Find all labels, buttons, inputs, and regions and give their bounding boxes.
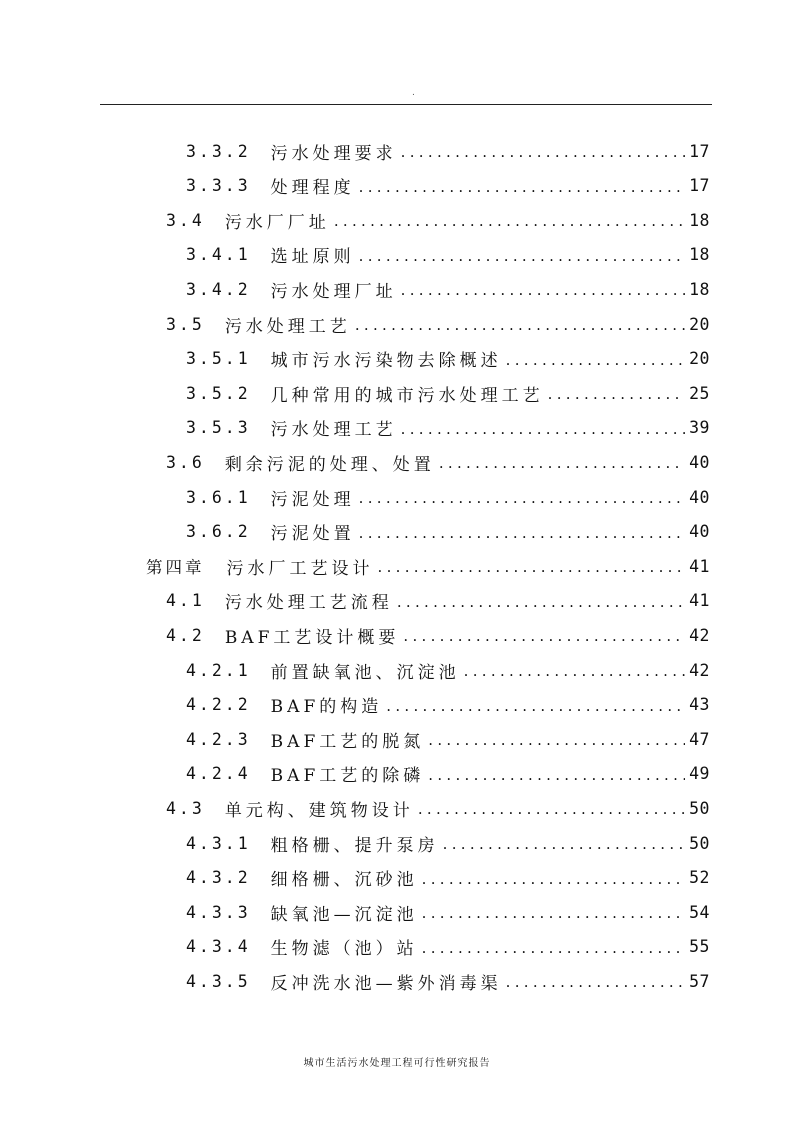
toc-entry-title: 反冲洗水池—紫外消毒渠	[270, 973, 502, 994]
toc-entry-page: 18	[689, 210, 710, 230]
toc-entry[interactable]	[186, 863, 710, 893]
toc-entry-page: 49	[689, 764, 710, 784]
toc-entry-page: 17	[689, 176, 710, 196]
toc-entry-title: 污水厂厂址	[224, 212, 330, 233]
toc-entry-title: 污水处理工艺流程	[224, 593, 393, 614]
toc-entry-number: 3.5	[166, 314, 205, 334]
toc-entry[interactable]	[166, 586, 710, 616]
toc-entry-page: 55	[689, 937, 710, 957]
toc-entry[interactable]	[186, 378, 710, 408]
toc-entry-title: BAF工艺的脱氮	[270, 731, 425, 752]
toc-entry-page: 20	[689, 314, 710, 334]
toc-entry-leader	[359, 522, 685, 542]
toc-entry-page: 54	[689, 902, 710, 922]
toc-entry-title: 污水处理工艺	[224, 316, 351, 337]
toc-entry-number: 4.2	[166, 625, 205, 645]
toc-entry-page: 50	[689, 833, 710, 853]
toc-entry-number: 3.6	[166, 452, 205, 472]
toc-entry[interactable]	[146, 551, 710, 581]
toc-entry-leader	[506, 971, 685, 991]
toc-entry-leader	[418, 798, 685, 818]
toc-entry-leader	[334, 210, 685, 230]
toc-entry-leader	[401, 279, 685, 299]
toc-entry[interactable]	[186, 724, 710, 754]
toc-entry-page: 39	[689, 418, 710, 438]
toc-entry-title: 生物滤（池）站	[270, 939, 418, 960]
toc-entry-number: 4.1	[166, 591, 205, 611]
toc-entry-number: 3.4	[166, 210, 205, 230]
toc-entry-leader	[443, 833, 685, 853]
toc-entry-leader	[359, 176, 685, 196]
toc-entry-leader	[397, 591, 685, 611]
toc-entry[interactable]	[166, 447, 710, 477]
toc-entry-page: 57	[689, 971, 710, 991]
toc-entry-title: 前置缺氧池、沉淀池	[270, 662, 460, 683]
toc-entry-title: BAF工艺设计概要	[224, 627, 400, 648]
toc-entry-number: 3.6.1	[186, 487, 251, 507]
toc-entry[interactable]	[186, 932, 710, 962]
toc-entry-leader	[422, 868, 685, 888]
toc-entry[interactable]	[186, 482, 710, 512]
toc-entry-page: 42	[689, 625, 710, 645]
toc-entry-title: 剩余污泥的处理、处置	[224, 454, 435, 475]
toc-entry-page: 25	[689, 383, 710, 403]
toc-entry-page: 47	[689, 729, 710, 749]
toc-entry[interactable]	[186, 171, 710, 201]
toc-entry[interactable]	[186, 966, 710, 996]
toc-entry[interactable]	[166, 205, 710, 235]
toc-entry-number: 4.2.3	[186, 729, 251, 749]
toc-entry-title: 选址原则	[270, 247, 355, 268]
toc-entry-page: 18	[689, 245, 710, 265]
toc-entry-number: 4.3.3	[186, 902, 251, 922]
toc-entry-title: 污水厂工艺设计	[226, 558, 374, 579]
toc-entry-page: 42	[689, 660, 710, 680]
header-mark: .	[412, 88, 415, 98]
toc-entry-page: 41	[689, 556, 710, 576]
toc-entry-leader	[355, 314, 685, 334]
toc-entry-page: 52	[689, 868, 710, 888]
toc-entry-leader	[403, 625, 685, 645]
toc-entry[interactable]	[166, 793, 710, 823]
toc-entry-leader	[378, 556, 686, 576]
toc-entry-number: 3.4.1	[186, 245, 251, 265]
toc-entry-title: 处理程度	[270, 178, 355, 199]
toc-entry-number: 第四章	[146, 558, 205, 578]
toc-entry-number: 4.2.2	[186, 695, 251, 715]
toc-entry-leader	[359, 487, 685, 507]
toc-entry-page: 40	[689, 487, 710, 507]
toc-entry-number: 4.2.4	[186, 764, 251, 784]
toc-entry[interactable]	[186, 897, 710, 927]
toc-entry-title: 污泥处理	[270, 489, 355, 510]
toc-entry-leader	[506, 349, 685, 369]
toc-entry-page: 40	[689, 522, 710, 542]
toc-entry-title: 污水处理要求	[270, 143, 397, 164]
header-rule	[100, 104, 712, 105]
toc-entry-title: 污水处理工艺	[270, 420, 397, 441]
toc-entry-page: 50	[689, 798, 710, 818]
toc-entry-leader	[422, 902, 685, 922]
toc-entry-leader	[439, 452, 685, 472]
toc-entry[interactable]	[186, 136, 710, 166]
toc-entry-number: 4.3.4	[186, 937, 251, 957]
toc-entry-leader	[548, 383, 685, 403]
toc-entry-page: 18	[689, 279, 710, 299]
toc-entry-number: 3.6.2	[186, 522, 251, 542]
toc-entry-title: 污泥处置	[270, 524, 355, 545]
toc-entry-number: 3.5.3	[186, 418, 251, 438]
toc-entry-number: 3.5.1	[186, 349, 251, 369]
toc-entry-leader	[401, 141, 685, 161]
toc-entry[interactable]	[186, 517, 710, 547]
toc-entry-title: 城市污水污染物去除概述	[270, 351, 502, 372]
toc-entry[interactable]	[186, 413, 710, 443]
toc-entry-leader	[401, 418, 685, 438]
toc-entry-leader	[386, 695, 685, 715]
toc-entry-number: 4.3.1	[186, 833, 251, 853]
toc-entry-title: 细格栅、沉砂池	[270, 870, 418, 891]
toc-entry-title: 单元构、建筑物设计	[224, 800, 414, 821]
toc-entry[interactable]	[166, 309, 710, 339]
toc-entry-number: 3.4.2	[186, 279, 251, 299]
toc-entry-number: 3.3.2	[186, 141, 251, 161]
toc-entry-leader	[464, 660, 685, 680]
toc-entry-number: 3.5.2	[186, 383, 251, 403]
toc-entry-number: 3.3.3	[186, 176, 251, 196]
toc-entry[interactable]	[186, 274, 710, 304]
toc-entry[interactable]	[186, 690, 710, 720]
page-footer: 城市生活污水处理工程可行性研究报告	[303, 1058, 491, 1069]
toc-entry[interactable]	[186, 759, 710, 789]
toc-entry-number: 4.2.1	[186, 660, 251, 680]
toc-entry-leader	[428, 764, 685, 784]
toc-entry-leader	[428, 729, 685, 749]
toc-entry-title: BAF的构造	[270, 697, 383, 718]
toc-entry[interactable]	[186, 655, 710, 685]
toc-entry[interactable]	[186, 828, 710, 858]
toc-entry-title: 缺氧池—沉淀池	[270, 904, 418, 925]
toc-entry[interactable]	[166, 620, 710, 650]
toc-entry[interactable]	[186, 344, 710, 374]
toc-entry-number: 4.3.2	[186, 868, 251, 888]
toc-entry-title: 几种常用的城市污水处理工艺	[270, 385, 544, 406]
toc-entry-title: BAF工艺的除磷	[270, 766, 425, 787]
toc-entry-title: 粗格栅、提升泵房	[270, 835, 439, 856]
toc-entry[interactable]	[186, 240, 710, 270]
toc-entry-page: 40	[689, 452, 710, 472]
toc-entry-page: 41	[689, 591, 710, 611]
toc-entry-page: 43	[689, 695, 710, 715]
toc-entry-page: 20	[689, 349, 710, 369]
toc-entry-number: 4.3.5	[186, 971, 251, 991]
toc-entry-leader	[359, 245, 685, 265]
toc-entry-page: 17	[689, 141, 710, 161]
toc-entry-title: 污水处理厂址	[270, 281, 397, 302]
toc-entry-number: 4.3	[166, 798, 205, 818]
toc-entry-leader	[422, 937, 685, 957]
